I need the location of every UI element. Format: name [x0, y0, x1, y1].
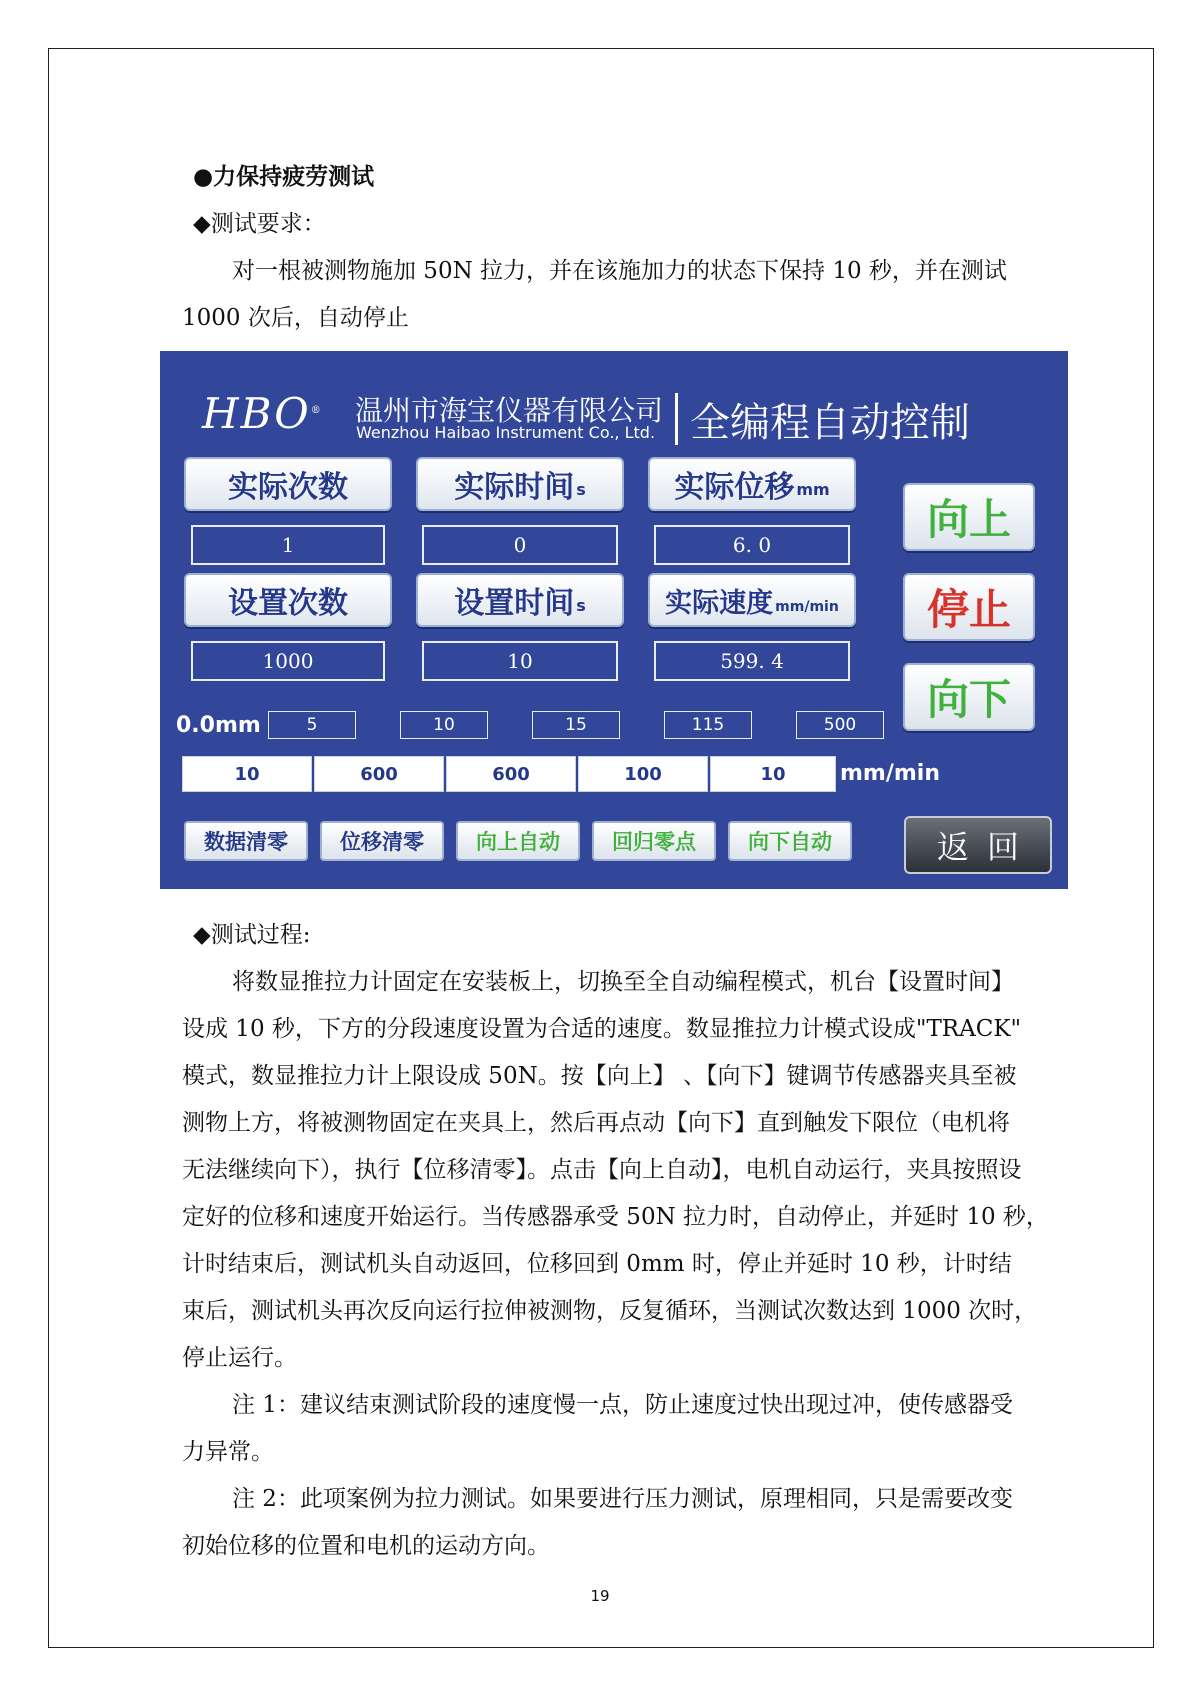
requirement-line: 1000 次后，自动停止: [182, 305, 409, 331]
note-1-line: 力异常。: [182, 1439, 274, 1465]
process-line: 将数显推拉力计固定在安装板上，切换至全自动编程模式，机台【设置时间】: [232, 969, 1014, 995]
segment-speed-field[interactable]: 600: [446, 756, 576, 792]
stop-button[interactable]: 停止: [903, 573, 1035, 641]
process-line: 计时结束后，测试机头自动返回，位移回到 0mm 时，停止并延时 10 秒，计时结: [182, 1251, 1012, 1277]
panel-title: 全编程自动控制: [690, 400, 970, 446]
segment-point-field[interactable]: 15: [532, 711, 620, 739]
note-1-line: 注 1：建议结束测试阶段的速度慢一点，防止速度过快出现过冲，使传感器受: [232, 1392, 1013, 1418]
hbo-logo: HBO®: [202, 389, 323, 438]
segment-point-field[interactable]: 500: [796, 711, 884, 739]
zero-position-label: 0.0mm: [176, 713, 261, 738]
up-auto-button[interactable]: 向上自动: [456, 821, 580, 861]
segment-speed-field[interactable]: 100: [578, 756, 708, 792]
actual-speed-value[interactable]: 599. 4: [654, 641, 850, 681]
process-line: 停止运行。: [182, 1345, 297, 1371]
note-2-line: 注 2：此项案例为拉力测试。如果要进行压力测试，原理相同，只是需要改变: [232, 1486, 1013, 1512]
set-time-label: 设置时间 s: [416, 573, 624, 627]
process-line: 定好的位移和速度开始运行。当传感器承受 50N 拉力时，自动停止，并延时 10 秒，: [182, 1204, 1049, 1230]
actual-speed-label: 实际速度 mm/min: [648, 573, 856, 627]
actual-displacement-value[interactable]: 6. 0: [654, 525, 850, 565]
segment-point-field[interactable]: 10: [400, 711, 488, 739]
actual-time-value[interactable]: 0: [422, 525, 618, 565]
process-heading: ◆测试过程:: [193, 922, 311, 948]
segment-speed-field[interactable]: 10: [182, 756, 312, 792]
actual-displacement-label: 实际位移 mm: [648, 457, 856, 511]
process-line: 设成 10 秒，下方的分段速度设置为合适的速度。数显推拉力计模式设成"TRACK": [182, 1016, 1022, 1042]
set-count-value[interactable]: 1000: [191, 641, 385, 681]
company-name-cn: 温州市海宝仪器有限公司: [355, 394, 664, 427]
requirement-line: 对一根被测物施加 50N 拉力，并在该施加力的状态下保持 10 秒，并在测试: [232, 258, 1007, 284]
down-button[interactable]: 向下: [903, 663, 1035, 731]
note-2-line: 初始位移的位置和电机的运动方向。: [182, 1533, 550, 1559]
process-line: 束后，测试机头再次反向运行拉伸被测物，反复循环，当测试次数达到 1000 次时，: [182, 1298, 1038, 1324]
set-time-value[interactable]: 10: [422, 641, 618, 681]
title-divider: [675, 393, 678, 445]
process-line: 测物上方，将被测物固定在夹具上，然后再点动【向下】直到触发下限位（电机将: [182, 1110, 1010, 1136]
company-name-en: Wenzhou Haibao Instrument Co., Ltd.: [356, 423, 656, 442]
set-count-label: 设置次数: [184, 573, 392, 627]
displacement-clear-button[interactable]: 位移清零: [320, 821, 444, 861]
segment-point-field[interactable]: 115: [664, 711, 752, 739]
back-button[interactable]: 返回: [904, 816, 1052, 874]
up-button[interactable]: 向上: [903, 483, 1035, 551]
speed-unit-label: mm/min: [840, 761, 941, 786]
actual-count-value[interactable]: 1: [191, 525, 385, 565]
section-title: ●力保持疲劳测试: [193, 164, 375, 190]
segment-point-field[interactable]: 5: [268, 711, 356, 739]
page-number: 19: [590, 1587, 610, 1605]
segment-speed-field[interactable]: 10: [710, 756, 836, 792]
process-line: 模式，数显推拉力计上限设成 50N。按【向上】 、【向下】键调节传感器夹具至被: [182, 1063, 1017, 1089]
actual-time-label: 实际时间 s: [416, 457, 624, 511]
control-panel-screenshot: [160, 351, 1068, 889]
return-zero-button[interactable]: 回归零点: [592, 821, 716, 861]
segment-speed-field[interactable]: 600: [314, 756, 444, 792]
data-clear-button[interactable]: 数据清零: [184, 821, 308, 861]
down-auto-button[interactable]: 向下自动: [728, 821, 852, 861]
process-line: 无法继续向下），执行【位移清零】。点击【向上自动】，电机自动运行，夹具按照设: [182, 1157, 1022, 1183]
actual-count-label: 实际次数: [184, 457, 392, 511]
requirement-heading: ◆测试要求：: [193, 211, 326, 237]
